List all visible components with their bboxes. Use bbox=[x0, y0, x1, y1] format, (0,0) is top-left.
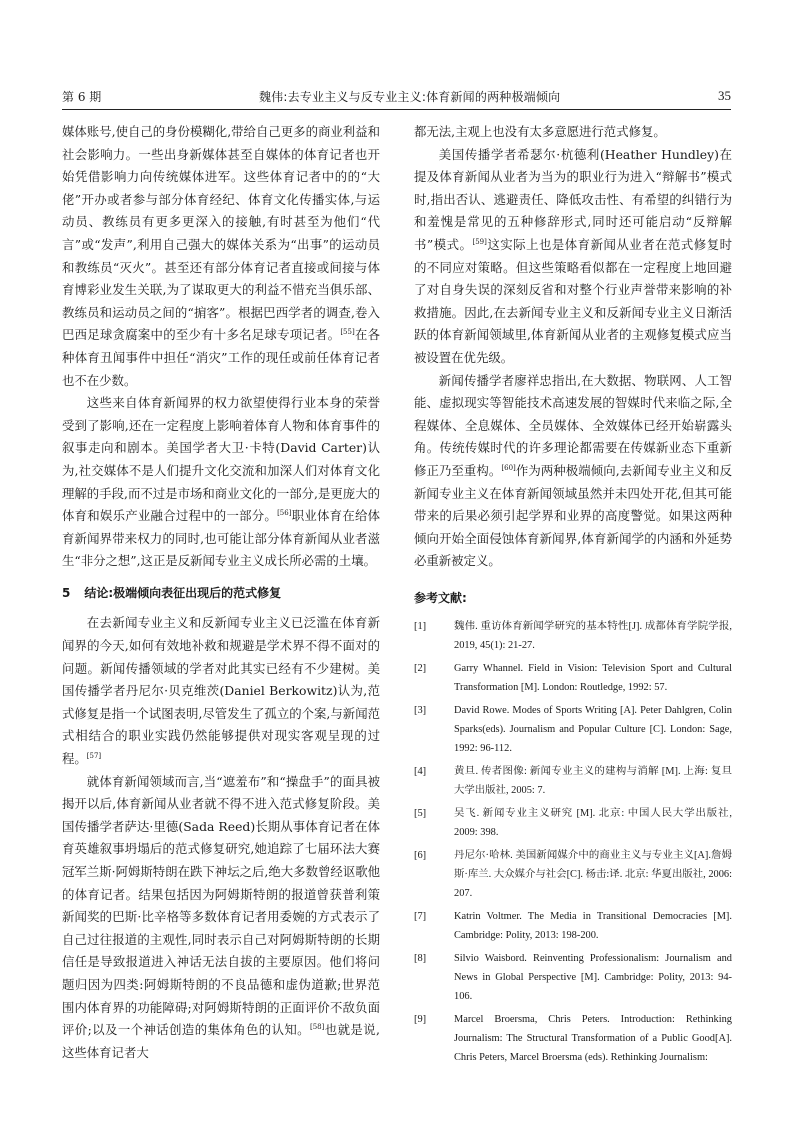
reference-item bbox=[414, 804, 732, 842]
reference-item bbox=[414, 907, 732, 945]
citation-ref: [57] bbox=[86, 752, 102, 761]
reference-item bbox=[414, 659, 732, 697]
reference-item bbox=[414, 1010, 732, 1067]
citation-ref: [56] bbox=[277, 509, 292, 518]
running-title: 魏伟:去专业主义与反专业主义:体育新闻的两种极端倾向 bbox=[258, 89, 561, 104]
paragraph: 新闻传播学者廖祥忠指出,在大数据、物联网、人工智能、虚拟现实等智能技术高速发展的智媒时代来临之际,全程媒体、全息媒体、全员媒体、全效媒体已经开始崭露头角。传统传媒时代的许多理论都需要在传媒新业态下重新修正乃至重构。[60]作为两种极端倾向,去新闻专业主义和反新闻专业主义在体育新闻领域虽然并未四处开花,但其可能带来的后果必须引起学界和业界的高度警觉。如果这两种倾向开始全面侵蚀体育新闻界,体育新闻学的内涵和外延势必重新被定义。 bbox=[414, 372, 732, 569]
citation-ref: [60] bbox=[501, 463, 516, 472]
left-column bbox=[62, 121, 380, 1064]
reference-item bbox=[414, 846, 732, 903]
paragraph: 都无法,主观上也没有太多意愿进行范式修复。 bbox=[414, 124, 666, 139]
reference-number: [5] bbox=[414, 808, 427, 820]
reference-number: [6] bbox=[414, 850, 427, 862]
reference-number: [4] bbox=[414, 766, 427, 778]
paragraph: 媒体账号,使自己的身份模糊化,带给自己更多的商业利益和社会影响力。一些出身新媒体甚至自媒体的体育记者也开始凭借影响力向传统媒体进军。这些体育记者中的的“大佬”开办或者参与部分体育经纪、体育文化传播实体,与运动员、教练员有更多更深入的接触,有时甚至为他们“代言”或“发声”,利用自己强大的媒体关系为“出事”的运动员和教练员“灭火”。甚至还有部分体育记者直接或间接与体育博彩业发生关联,为了谋取更大的利益不惜充当俱乐部、教练员和运动员之间的“掮客”。根据巴西学者的调查,卷入巴西足球贪腐案中的至少有十多名足球专项记者。[55]在各种体育丑闻事件中担任“消灾”工作的现任或前任体育记者也不在少数。 bbox=[62, 124, 381, 388]
paragraph: 就体育新闻领域而言,当“遮羞布”和“操盘手”的面具被揭开以后,体育新闻从业者就不得不进入范式修复阶段。美国传播学者萨达·里德(Sada Reed)长期从事体育记者在体育英雄叙事坍塌后的范式修复研究,她追踪了七届环法大赛冠军兰斯·阿姆斯特朗在跌下神坛之后,绝大多数曾经讴歌他的体育记者。结果包括因为阿姆斯特朗的报道曾获普利策新闻奖的巴斯·比辛格等多数体育记者用委婉的方式表示了自己过往报道的主观性,同时表示自己对阿姆斯特朗的长期信任是导致报道进入神话无法自拔的主要原因。他们将问题归因为四类:阿姆斯特朗的不良品德和虚伪道歉;世界范围内体育界的功能障碍;对阿姆斯特朗的正面评价不敌负面评价;以及一个神话创造的集体角色的认知。[58]也就是说,这些体育记者大 bbox=[62, 773, 380, 1060]
citation-ref: [58] bbox=[310, 1023, 325, 1032]
reference-item bbox=[414, 762, 732, 800]
citation-ref: [59] bbox=[472, 237, 487, 246]
citation-ref: [55] bbox=[340, 328, 355, 337]
reference-number: [9] bbox=[414, 1014, 427, 1026]
reference-item bbox=[414, 949, 732, 1006]
reference-text: Katrin Voltmer. The Media in Transitional Democracies [M]. Cambridge: Polity, 2013: 198-200. bbox=[454, 911, 732, 942]
paragraph: 美国传播学者希瑟尔·杭德利(Heather Hundley)在提及体育新闻从业者为当为的职业行为进入“辩解书”模式时,指出否认、逃避责任、降低攻击性、有希望的纠错行为和羞愧是常见的五种修辞形式,同时还可能启动“反辩解书”模式。[59]这实际上也是体育新闻从业者在范式修复时的不同应对策略。但这些策略看似都在一定程度上地回避了对自身失误的深刻反省和对整个行业声誉带来影响的补救措施。因此,在去新闻专业主义和反新闻专业主义日渐活跃的体育新闻领域里,体育新闻从业者的主观修复模式应当被设置在优先级。 bbox=[414, 146, 733, 365]
reference-text: 丹尼尔·哈林. 美国新闻媒介中的商业主义与专业主义[A].詹姆斯·库兰. 大众媒介与社会[C]. 杨击:译. 北京: 华夏出版社, 2006: 207. bbox=[454, 850, 732, 900]
reference-text: Silvio Waisbord. Reinventing Professionalism: Journalism and News in Global Perspective [M]. Cambridge: Polity, 2013: 94-106. bbox=[454, 953, 732, 1003]
page-number: 35 bbox=[718, 88, 731, 103]
section-heading bbox=[62, 582, 380, 605]
reference-text: 吴飞. 新闻专业主义研究 [M]. 北京: 中国人民大学出版社, 2009: 398. bbox=[454, 808, 732, 839]
issue-number: 第 6 期 bbox=[62, 89, 102, 104]
reference-text: Marcel Broersma, Chris Peters. Introduction: Rethinking Journalism: The Structural Transformation of a Public Good[A]. Chris Peters, Marcel Broersma (eds). Rethinking Journalism: bbox=[454, 1014, 732, 1064]
reference-text: David Rowe. Modes of Sports Writing [A]. Peter Dahlgren, Colin Sparks(eds). Journalism and Popular Culture [C]. London: Sage, 1992: 96-112. bbox=[454, 705, 732, 755]
header-rule bbox=[62, 109, 731, 110]
reference-list bbox=[414, 617, 732, 1067]
references-heading: 参考文献: bbox=[414, 590, 467, 605]
section-number: 5 bbox=[62, 585, 71, 600]
paragraph: 在去新闻专业主义和反新闻专业主义已泛滥在体育新闻界的今天,如何有效地补救和规避是学术界不得不面对的问题。新闻传播领域的学者对此其实已经有不少建树。美国传播学者丹尼尔·贝克维茨(Daniel Berkowitz)认为,范式修复是指一个试图表明,尽管发生了孤立的个案,与新闻范式相结合的职业实践仍然能够提供对现实客观呈现的过程。[57] bbox=[62, 615, 380, 767]
reference-number: [3] bbox=[414, 705, 427, 717]
reference-item bbox=[414, 701, 732, 758]
reference-text: Garry Whannel. Field in Vision: Television Sport and Cultural Transformation [M]. London: Routledge, 1992: 57. bbox=[454, 663, 732, 694]
paragraph: 这些来自体育新闻界的权力欲望使得行业本身的荣誉受到了影响,还在一定程度上影响着体育人物和体育事件的叙事走向和剧本。美国学者大卫·卡特(David Carter)认为,社交媒体不是人们提升文化交流和加深人们对体育文化理解的手段,而不过是市场和商业文化的一部分,是更庞大的体育和娱乐产业融合过程中的一部分。[56]职业体育在给体育新闻界带来权力的同时,也可能让部分体育新闻从业者滋生“非分之想”,这正是反新闻专业主义成长所必需的土壤。 bbox=[62, 395, 381, 569]
reference-number: [2] bbox=[414, 663, 427, 675]
reference-text: 黄旦. 传者图像: 新闻专业主义的建构与消解 [M]. 上海: 复旦大学出版社, 2005: 7. bbox=[454, 766, 732, 797]
reference-item bbox=[414, 617, 732, 655]
reference-number: [7] bbox=[414, 911, 427, 923]
running-header bbox=[62, 86, 731, 106]
reference-number: [8] bbox=[414, 953, 427, 965]
section-title: 结论:极端倾向表征出现后的范式修复 bbox=[84, 585, 282, 600]
reference-text: 魏伟. 重访体育新闻学研究的基本特性[J]. 成都体育学院学报, 2019, 45(1): 21-27. bbox=[454, 621, 732, 652]
reference-number: [1] bbox=[414, 621, 427, 633]
right-column bbox=[414, 121, 732, 1071]
